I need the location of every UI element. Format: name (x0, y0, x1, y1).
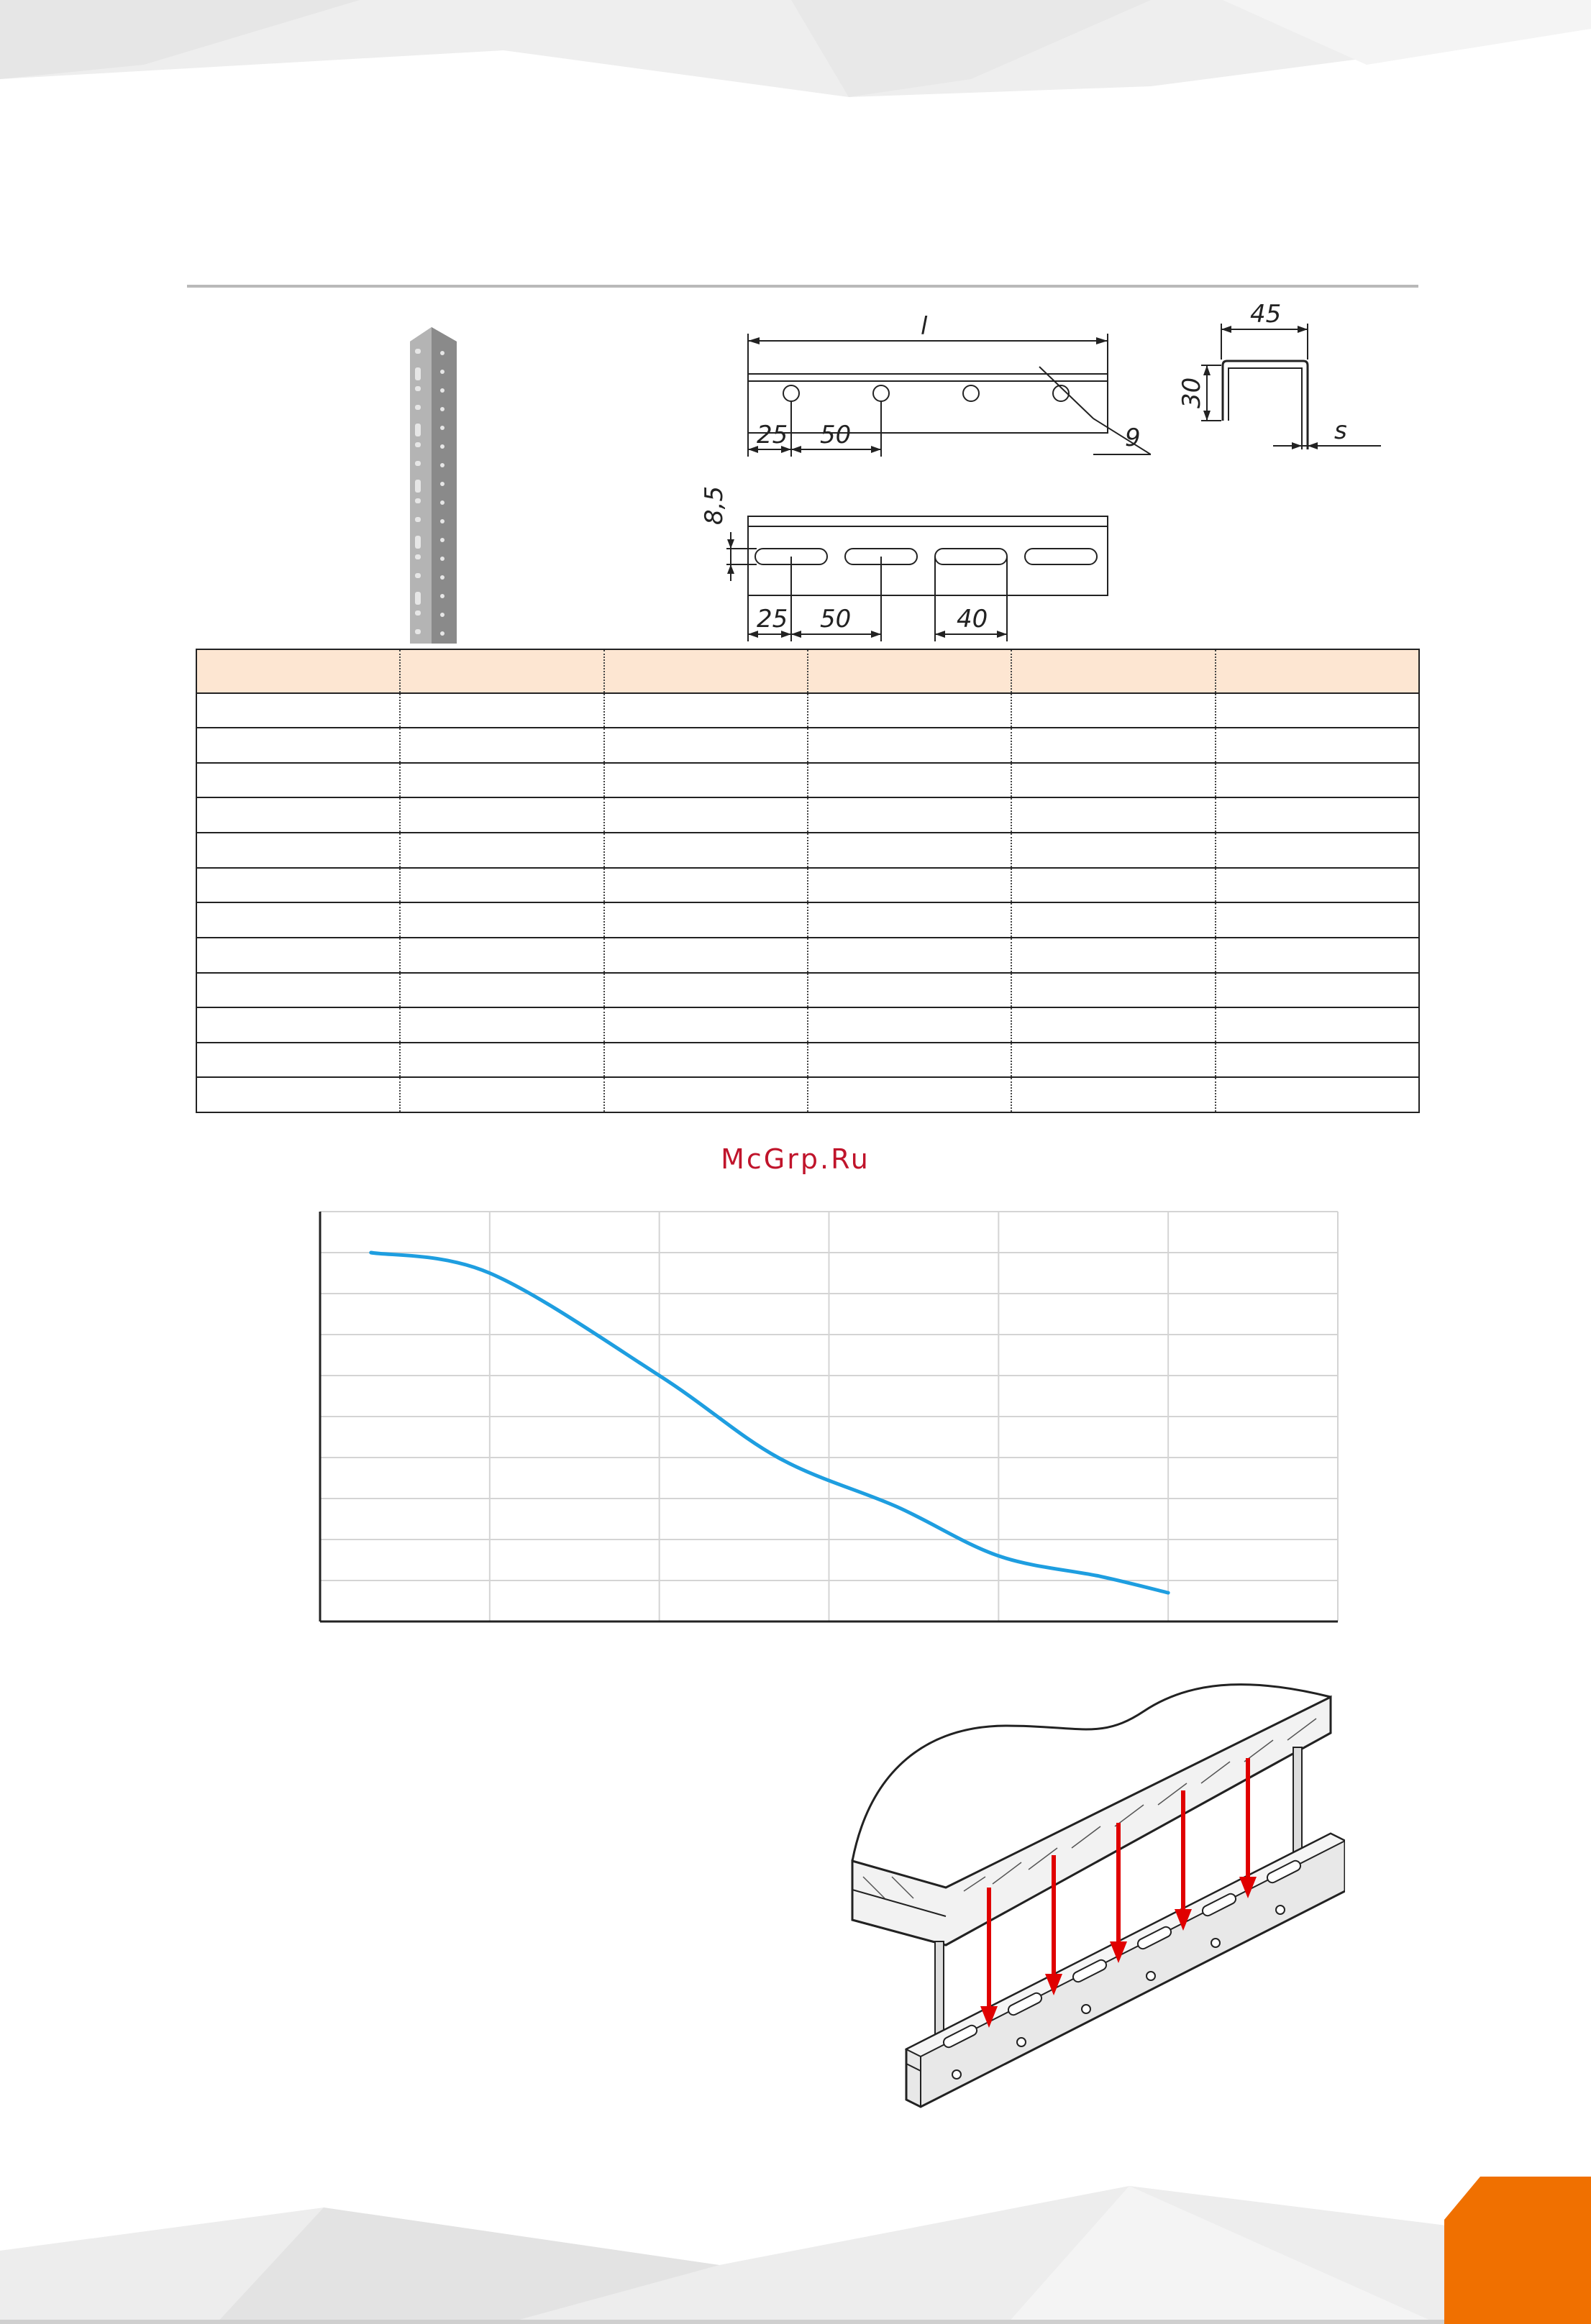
table-cell (196, 938, 400, 973)
table-header-cell (196, 649, 400, 693)
table-row (196, 938, 1419, 973)
table-cell (808, 763, 1011, 798)
table-cell (1216, 1077, 1419, 1112)
table-cell (1011, 833, 1215, 868)
table-cell (604, 833, 808, 868)
table-cell (1216, 833, 1419, 868)
profile-round-holes-drawing (719, 302, 1151, 467)
table-cell (604, 938, 808, 973)
table-cell (604, 763, 808, 798)
table-cell (196, 1077, 400, 1112)
table-body (196, 693, 1419, 1113)
first-hole-offset-dimension: 25 (757, 421, 788, 449)
table-cell (1011, 728, 1215, 763)
table-cell (1011, 973, 1215, 1008)
table-cell (1216, 1007, 1419, 1043)
table-cell (1011, 902, 1215, 938)
table-cell (400, 902, 603, 938)
table-cell (604, 902, 808, 938)
table-cell (196, 693, 400, 728)
table-cell (1011, 938, 1215, 973)
hole-diameter-dimension: 9 (1125, 424, 1141, 452)
table-cell (196, 868, 400, 903)
height-dimension: 30 (1177, 377, 1206, 408)
page-corner-tab (1444, 2177, 1591, 2324)
table-cell (1216, 1043, 1419, 1078)
table-row (196, 1077, 1419, 1112)
table-cell (1011, 1043, 1215, 1078)
table-row (196, 973, 1419, 1008)
table-row (196, 728, 1419, 763)
slot-length-dimension: 40 (957, 605, 988, 633)
table-cell (1011, 1077, 1215, 1112)
table-cell (808, 728, 1011, 763)
profile-cross-section-drawing (1165, 302, 1403, 467)
table-cell (1216, 763, 1419, 798)
table-row (196, 902, 1419, 938)
table-cell (604, 1007, 808, 1043)
series-line (371, 1253, 1168, 1593)
table-cell (1216, 797, 1419, 833)
table-cell (604, 1043, 808, 1078)
table-cell (400, 1077, 603, 1112)
profile-slotted-drawing (690, 482, 1122, 647)
table-row (196, 693, 1419, 728)
table-cell (1011, 797, 1215, 833)
steel-post-image (388, 327, 468, 644)
table-cell (808, 902, 1011, 938)
table-cell (808, 938, 1011, 973)
hole-pitch-dimension: 50 (820, 421, 852, 449)
table-cell (808, 1007, 1011, 1043)
shelf-mounting-illustration (842, 1661, 1345, 2121)
background-top-polygons (0, 0, 1591, 101)
table-cell (1216, 868, 1419, 903)
table-cell (808, 833, 1011, 868)
table-cell (196, 797, 400, 833)
table-cell (808, 973, 1011, 1008)
specification-table (196, 649, 1420, 1113)
table-cell (400, 833, 603, 868)
table-cell (604, 728, 808, 763)
table-cell (808, 1077, 1011, 1112)
table-cell (808, 1043, 1011, 1078)
table-cell (1216, 693, 1419, 728)
table-header-cell (1011, 649, 1215, 693)
table-header-cell (400, 649, 603, 693)
table-cell (196, 1043, 400, 1078)
table-cell (400, 1043, 603, 1078)
table-cell (400, 1007, 603, 1043)
table-row (196, 1043, 1419, 1078)
table-cell (808, 693, 1011, 728)
first-slot-offset-dimension: 25 (757, 605, 788, 633)
table-cell (1216, 973, 1419, 1008)
table-row (196, 763, 1419, 798)
table-cell (196, 763, 400, 798)
chart-grid (320, 1212, 1338, 1621)
table-cell (400, 728, 603, 763)
thickness-dimension: s (1334, 416, 1347, 445)
table-header-row (196, 649, 1419, 693)
table-cell (400, 868, 603, 903)
table-cell (196, 1007, 400, 1043)
table-cell (400, 973, 603, 1008)
table-cell (196, 728, 400, 763)
background-bottom-polygons (0, 2157, 1591, 2324)
table-row (196, 797, 1419, 833)
table-cell (196, 973, 400, 1008)
width-dimension: 45 (1250, 302, 1282, 329)
table-header-cell (1216, 649, 1419, 693)
table-cell (400, 797, 603, 833)
table-row (196, 868, 1419, 903)
table-cell (604, 868, 808, 903)
table-cell (808, 797, 1011, 833)
watermark: McGrp.Ru (721, 1143, 870, 1175)
table-cell (604, 973, 808, 1008)
table-cell (400, 938, 603, 973)
table-cell (196, 902, 400, 938)
table-cell (1216, 728, 1419, 763)
table-cell (400, 763, 603, 798)
table-cell (1011, 763, 1215, 798)
table-cell (400, 693, 603, 728)
table-row (196, 1007, 1419, 1043)
table-cell (604, 693, 808, 728)
table-cell (1011, 693, 1215, 728)
table-cell (604, 1077, 808, 1112)
table-cell (1216, 902, 1419, 938)
slot-width-dimension: 8,5 (700, 485, 729, 525)
table-cell (196, 833, 400, 868)
table-cell (1011, 868, 1215, 903)
section-divider (187, 285, 1418, 288)
table-cell (1216, 938, 1419, 973)
slot-pitch-dimension: 50 (820, 605, 852, 633)
length-dimension: l (921, 312, 928, 341)
table-cell (604, 797, 808, 833)
load-chart (316, 1208, 1341, 1625)
table-header-cell (604, 649, 808, 693)
table-cell (808, 868, 1011, 903)
table-row (196, 833, 1419, 868)
table-cell (1011, 1007, 1215, 1043)
table-header-cell (808, 649, 1011, 693)
